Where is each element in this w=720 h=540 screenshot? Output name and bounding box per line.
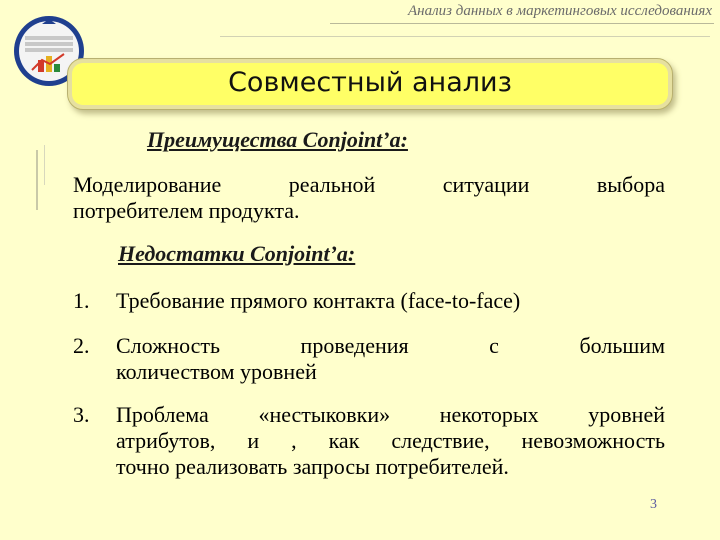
list-item-text	[116, 288, 665, 314]
list-item-text	[116, 402, 665, 480]
list-item-number: 3.	[73, 402, 90, 427]
list-item-text	[116, 333, 665, 385]
title-banner	[67, 58, 673, 110]
header-title: Анализ данных в маркетинговых исследованиях	[407, 3, 712, 19]
decorative-vertical-rule-thin	[44, 145, 45, 185]
list-item-line: точно реализовать запросы потребителей.	[116, 454, 509, 479]
header-rule-secondary	[220, 36, 710, 37]
advantages-text-line2: потребителем продукта.	[73, 198, 300, 223]
disadvantages-heading: Недостатки Conjoint’a:	[118, 241, 356, 266]
list-item-line: Сложность проведения с большим	[116, 333, 665, 358]
header-rule	[330, 23, 714, 24]
list-item-line: Проблема «нестыковки» некоторых уровней	[116, 402, 665, 427]
list-item-line: атрибутов, и , как следствие, невозможность	[116, 428, 665, 453]
list-item-line: количеством уровней	[116, 359, 317, 384]
decorative-vertical-rule	[36, 150, 38, 210]
slide-title: Совместный анализ	[228, 67, 512, 98]
advantages-text-line1: Моделирование реальной ситуации выбора	[73, 172, 665, 197]
advantages-heading: Преимущества Conjoint’a:	[147, 127, 408, 152]
list-item-line: Требование прямого контакта (face-to-face)	[116, 288, 521, 313]
page-number: 3	[650, 497, 657, 512]
list-item-number: 1.	[73, 288, 90, 313]
list-item-number: 2.	[73, 333, 90, 358]
